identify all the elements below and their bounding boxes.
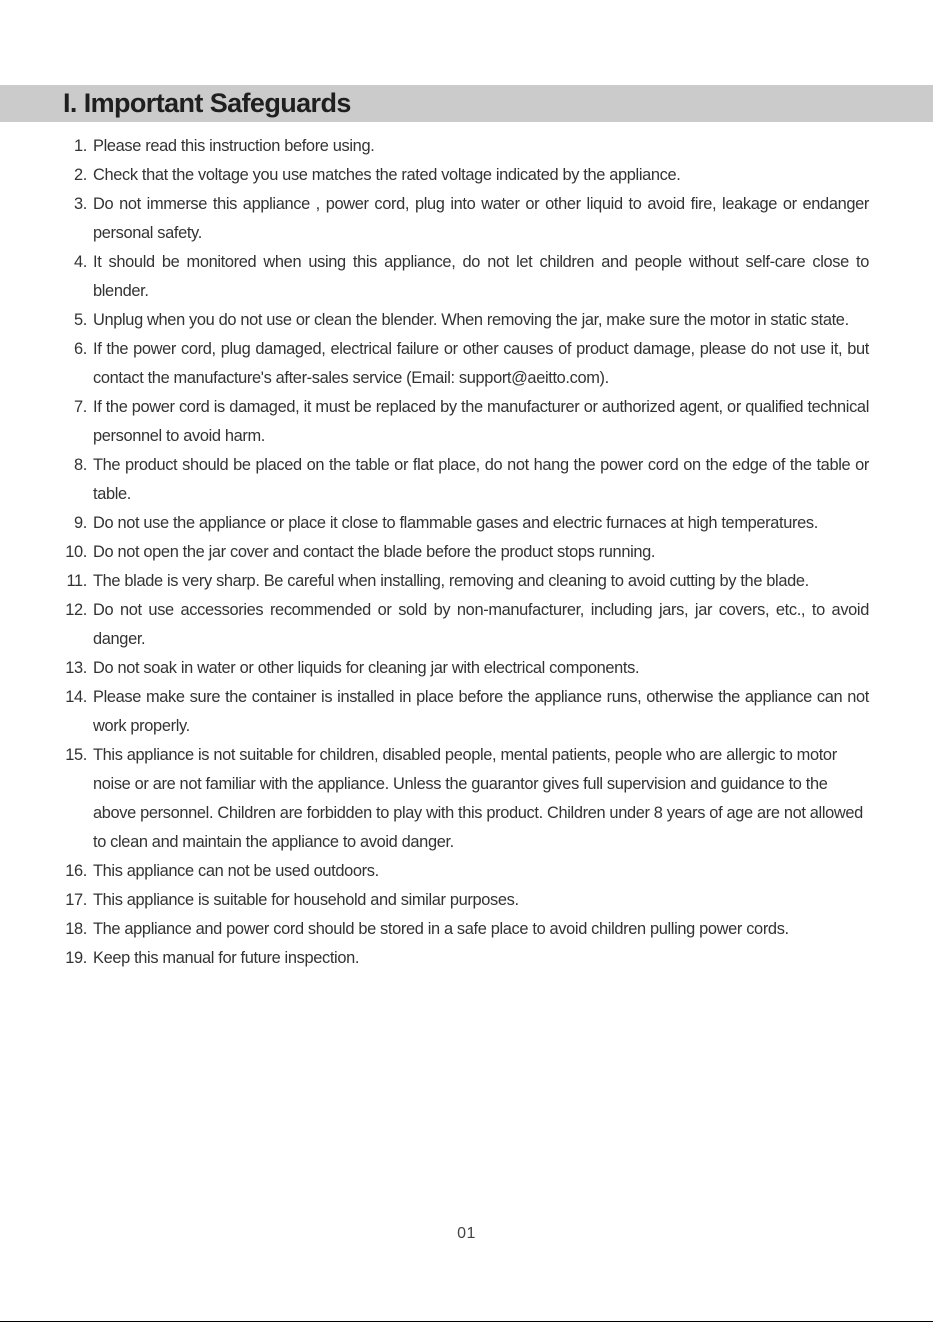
- list-item-number: 1.: [74, 137, 87, 155]
- list-item-number: 4.: [74, 253, 87, 271]
- list-item-text: If the power cord is damaged, it must be replaced by the manufacturer or authorized agent, or qualified technical personnel to avoid harm.: [93, 398, 869, 445]
- list-item-text: Keep this manual for future inspection.: [93, 949, 360, 967]
- list-item-number: 8.: [74, 456, 87, 474]
- list-item-text: Do not soak in water or other liquids for cleaning jar with electrical components.: [93, 659, 640, 677]
- list-item-number: 16.: [65, 862, 87, 880]
- list-item: [0, 538, 869, 567]
- list-item-number: 5.: [74, 311, 87, 329]
- list-item-text: Do not immerse this appliance , power cord, plug into water or other liquid to avoid fire, leakage or endanger personal safety.: [93, 195, 869, 242]
- page-number: 01: [457, 1225, 476, 1242]
- list-item: [0, 683, 869, 741]
- list-item-number: 7.: [74, 398, 87, 416]
- list-item-text: If the power cord, plug damaged, electrical failure or other causes of product damage, please do not use it, but contact the manufacture's after-sales service (Email: support@aeitto.com).: [93, 340, 869, 387]
- list-item: [0, 306, 869, 335]
- list-item-text: This appliance can not be used outdoors.: [93, 862, 379, 880]
- list-item-number: 10.: [65, 543, 87, 561]
- list-item: [0, 886, 869, 915]
- list-item: [0, 132, 869, 161]
- list-item-number: 18.: [65, 920, 87, 938]
- list-item-text: Do not open the jar cover and contact the blade before the product stops running.: [93, 543, 656, 561]
- list-item: [0, 741, 869, 857]
- list-item-number: 2.: [74, 166, 87, 184]
- list-item-number: 6.: [74, 340, 87, 358]
- list-item: [0, 248, 869, 306]
- list-item: [0, 944, 869, 973]
- section-title: I. Important Safeguards: [63, 88, 351, 118]
- list-item: [0, 857, 869, 886]
- list-item-number: 9.: [74, 514, 87, 532]
- list-item: [0, 451, 869, 509]
- list-item-number: 14.: [65, 688, 87, 706]
- list-item-text: Do not use the appliance or place it close to flammable gases and electric furnaces at high temperatures.: [93, 514, 818, 532]
- list-item-text: The blade is very sharp. Be careful when installing, removing and cleaning to avoid cutting by the blade.: [93, 572, 809, 590]
- list-item-text: This appliance is suitable for household and similar purposes.: [93, 891, 519, 909]
- list-item: [0, 654, 869, 683]
- list-item-text: The appliance and power cord should be stored in a safe place to avoid children pulling power cords.: [93, 920, 789, 938]
- list-item-number: 12.: [65, 601, 87, 619]
- list-item: [0, 393, 869, 451]
- list-item: [0, 915, 869, 944]
- list-item: [0, 161, 869, 190]
- list-item-number: 13.: [65, 659, 87, 677]
- list-item-number: 11.: [66, 572, 87, 590]
- list-item-text: Unplug when you do not use or clean the blender. When removing the jar, make sure the motor in static state.: [93, 311, 849, 329]
- list-item-text: Please read this instruction before using.: [93, 137, 375, 155]
- list-item-number: 15.: [65, 746, 87, 764]
- safeguards-list: [0, 132, 933, 973]
- list-item: [0, 596, 869, 654]
- list-item: [0, 509, 869, 538]
- page-bottom-rule: [0, 1321, 933, 1322]
- section-header-band: [0, 85, 933, 122]
- list-item-text: The product should be placed on the table or flat place, do not hang the power cord on the edge of the table or table.: [93, 456, 869, 503]
- list-item-text: It should be monitored when using this appliance, do not let children and people without self-care close to blender.: [93, 253, 869, 300]
- list-item-text: Do not use accessories recommended or sold by non-manufacturer, including jars, jar covers, etc., to avoid danger.: [93, 601, 869, 648]
- list-item: [0, 335, 869, 393]
- list-item: [0, 567, 869, 596]
- list-item: [0, 190, 869, 248]
- list-item-text: Check that the voltage you use matches the rated voltage indicated by the appliance.: [93, 166, 681, 184]
- list-item-number: 17.: [65, 891, 87, 909]
- list-item-number: 19.: [65, 949, 87, 967]
- list-item-number: 3.: [74, 195, 87, 213]
- list-item-text: This appliance is not suitable for children, disabled people, mental patients, people who are allergic to motor noise or are not familiar with the appliance. Unless the guarantor gives full supervision and guidance to the above personnel. Children are forbidden to play with this product. Children under 8 years of age are not allowed to clean and maintain the appliance to avoid danger.: [93, 746, 863, 851]
- list-item-text: Please make sure the container is installed in place before the appliance runs, otherwise the appliance can not work properly.: [93, 688, 869, 735]
